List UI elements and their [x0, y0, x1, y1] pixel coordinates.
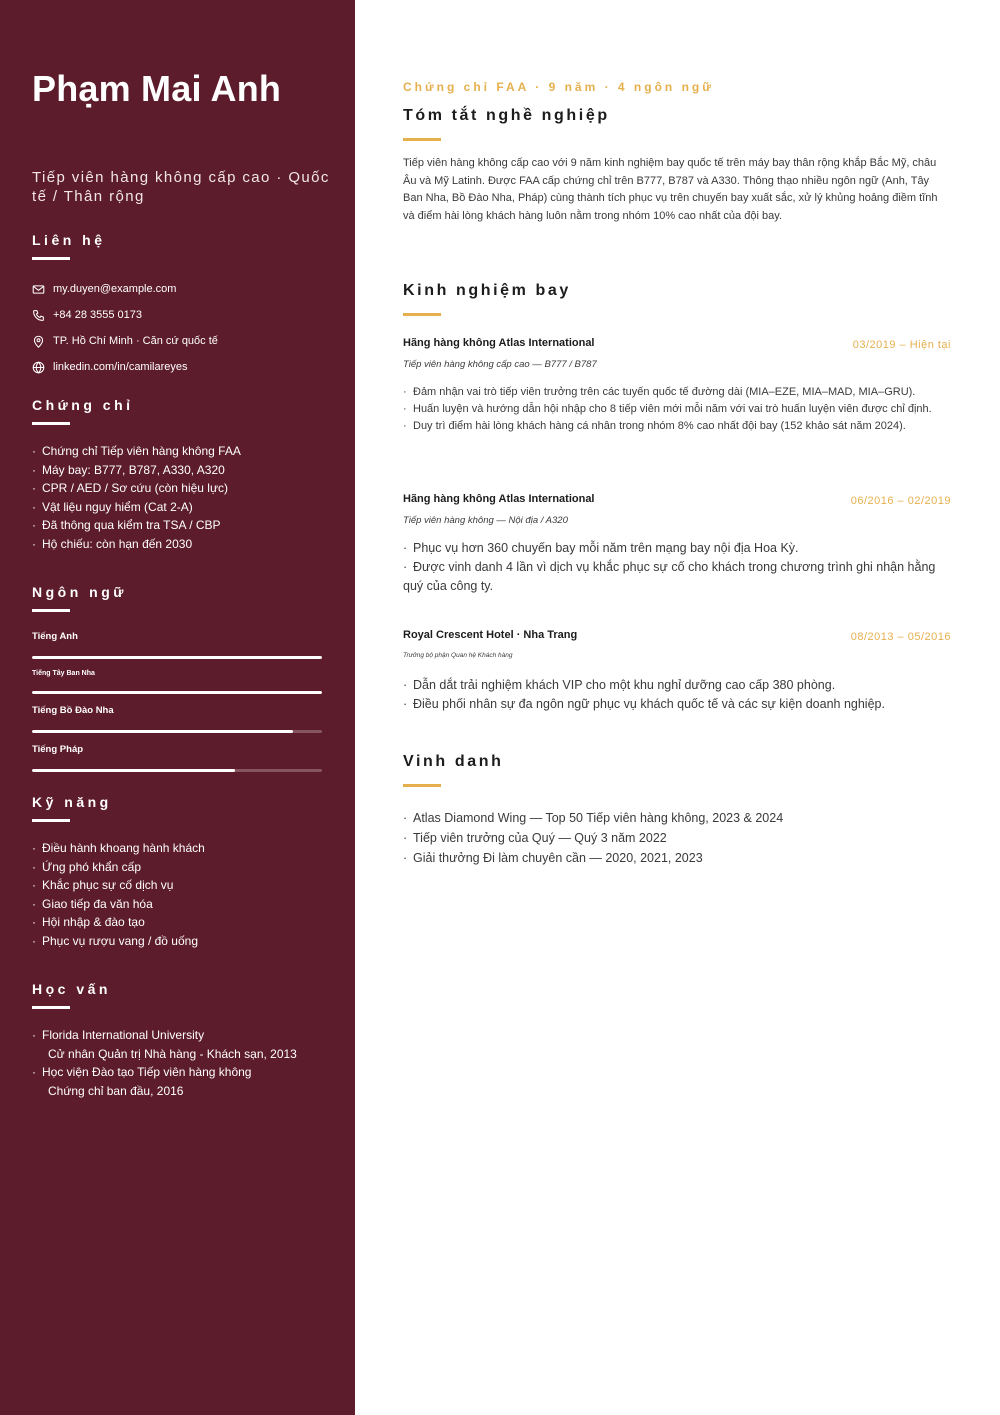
- certificates-section: [32, 397, 324, 553]
- education-heading: Học vấn: [32, 981, 111, 997]
- list-item: · Đã thông qua kiểm tra TSA / CBP: [32, 518, 221, 532]
- language-name: Tiếng Bồ Đào Nha: [32, 705, 114, 716]
- contact-email[interactable]: [32, 276, 324, 302]
- list-item: · Huấn luyện và hướng dẫn hội nhập cho 8 tiếp viên mới mỗi năm với vai trò huấn luyện viên được chỉ định.: [403, 403, 932, 415]
- certificates-heading: Chứng chỉ: [32, 397, 134, 413]
- job-role: Tiếp viên hàng không cấp cao — B777 / B787: [403, 359, 597, 370]
- contact-heading: Liên hệ: [32, 232, 106, 248]
- language-item: [32, 631, 324, 659]
- job-role: Tiếp viên hàng không — Nội địa / A320: [403, 515, 568, 526]
- section-divider: [403, 313, 441, 316]
- job-dates: 08/2013 – 05/2016: [850, 631, 951, 643]
- contact-section: [32, 232, 324, 380]
- list-item: · Duy trì điểm hài lòng khách hàng cá nhân trong nhóm 8% cao nhất đội bay (152 khảo sát năm 2024).: [403, 420, 906, 432]
- globe-icon: [32, 361, 45, 374]
- language-level-bar: [32, 691, 322, 694]
- phone-text: +84 28 3555 0173: [53, 309, 143, 321]
- job-dates: 06/2016 – 02/2019: [850, 495, 951, 507]
- language-level-bar: [32, 730, 322, 733]
- honors-list: [403, 808, 951, 868]
- summary-heading: Tóm tắt nghề nghiệp: [403, 107, 610, 124]
- contact-location: [32, 328, 324, 354]
- language-name: Tiếng Pháp: [32, 744, 84, 755]
- section-divider: [32, 422, 70, 425]
- list-item: Chứng chỉ ban đầu, 2016: [48, 1083, 184, 1098]
- section-divider: [32, 609, 70, 612]
- experience-heading: Kinh nghiệm bay: [403, 282, 571, 299]
- language-list: [32, 631, 324, 772]
- kicker-line: Chứng chỉ FAA · 9 năm · 4 ngôn ngữ: [403, 80, 714, 94]
- job-company: Royal Crescent Hotel · Nha Trang: [403, 629, 578, 641]
- job-company: Hãng hàng không Atlas International: [403, 337, 595, 349]
- list-item: · CPR / AED / Sơ cứu (còn hiệu lực): [32, 481, 228, 495]
- section-divider: [32, 257, 70, 260]
- list-item: · Được vinh danh 4 lần vì dịch vụ khắc phục sự cố cho khách trong chương trình ghi nhận hằng quý của công ty.: [403, 560, 936, 593]
- job-entry: [403, 493, 951, 596]
- languages-heading: Ngôn ngữ: [32, 584, 127, 600]
- list-item: · Giao tiếp đa văn hóa: [32, 896, 153, 911]
- list-item: · Tiếp viên trưởng của Quý — Quý 3 năm 2022: [403, 831, 667, 845]
- list-item: · Phục vụ hơn 360 chuyến bay mỗi năm trên mạng bay nội địa Hoa Kỳ.: [403, 541, 799, 555]
- phone-icon: [32, 309, 45, 322]
- list-item: · Florida International University: [32, 1028, 205, 1042]
- education-list: [32, 1026, 324, 1100]
- section-divider: [403, 138, 441, 141]
- tagline: Tiếp viên hàng không cấp cao · Quốc tế / Thân rộng: [32, 169, 330, 205]
- list-item: · Dẫn dắt trải nghiệm khách VIP cho một khu nghỉ dưỡng cao cấp 380 phòng.: [403, 678, 836, 692]
- contact-phone[interactable]: [32, 302, 324, 328]
- job-role: Trưởng bộ phận Quan hệ Khách hàng: [403, 652, 513, 659]
- candidate-name: Phạm Mai Anh: [32, 68, 282, 109]
- honors-heading: Vinh danh: [403, 753, 504, 770]
- list-item: · Điều hành khoang hành khách: [32, 841, 205, 855]
- list-item: · Học viện Đào tạo Tiếp viên hàng không: [32, 1065, 252, 1079]
- job-entry: [403, 337, 951, 435]
- skills-section: [32, 794, 324, 950]
- email-text: my.duyen@example.com: [53, 283, 177, 295]
- language-item: [32, 744, 324, 772]
- job-dates: 03/2019 – Hiện tại: [852, 339, 951, 351]
- list-item: · Phục vụ rượu vang / đồ uống: [32, 933, 198, 948]
- list-item: · Hội nhập & đào tạo: [32, 915, 145, 929]
- job-bullets: [403, 676, 951, 714]
- skills-heading: Kỹ năng: [32, 794, 112, 810]
- list-item: · Hộ chiếu: còn hạn đến 2030: [32, 536, 193, 551]
- language-item: [32, 705, 324, 733]
- section-divider: [403, 784, 441, 787]
- list-item: Cử nhân Quản trị Nhà hàng - Khách sạn, 2013: [48, 1046, 297, 1061]
- language-name: Tiếng Tây Ban Nha: [32, 670, 95, 677]
- section-divider: [32, 819, 70, 822]
- sidebar: [0, 0, 355, 1415]
- languages-section: [32, 584, 324, 772]
- list-item: · Ứng phó khẩn cấp: [32, 859, 141, 874]
- contact-linkedin[interactable]: [32, 354, 324, 380]
- list-item: · Khắc phục sự cố dịch vụ: [32, 878, 174, 892]
- job-company: Hãng hàng không Atlas International: [403, 493, 595, 505]
- list-item: · Atlas Diamond Wing — Top 50 Tiếp viên hàng không, 2023 & 2024: [403, 811, 784, 825]
- location-text: TP. Hồ Chí Minh · Căn cứ quốc tế: [53, 335, 218, 347]
- mail-icon: [32, 283, 45, 296]
- language-name: Tiếng Anh: [32, 631, 78, 642]
- list-item: · Vật liệu nguy hiểm (Cat 2-A): [32, 499, 193, 514]
- list-item: · Đảm nhận vai trò tiếp viên trưởng trên các tuyến quốc tế đường dài (MIA–EZE, MIA–MAD, MIA–GRU).: [403, 386, 916, 398]
- skills-list: [32, 839, 324, 950]
- list-item: · Điều phối nhân sự đa ngôn ngữ phục vụ khách quốc tế và các sự kiện doanh nghiệp.: [403, 697, 885, 711]
- language-level-bar: [32, 769, 322, 772]
- language-level-bar: [32, 656, 322, 659]
- list-item: · Chứng chỉ Tiếp viên hàng không FAA: [32, 444, 241, 458]
- education-section: [32, 981, 324, 1100]
- language-item: [32, 670, 324, 694]
- job-bullets: [403, 384, 951, 435]
- certificates-list: [32, 442, 324, 553]
- section-divider: [32, 1006, 70, 1009]
- job-bullets: [403, 539, 951, 596]
- linkedin-text: linkedin.com/in/camilareyes: [53, 361, 188, 373]
- location-pin-icon: [32, 335, 45, 348]
- contact-list: [32, 276, 324, 380]
- summary-text: Tiếp viên hàng không cấp cao với 9 năm kinh nghiệm bay quốc tế trên máy bay thân rộng khắp Bắc Mỹ, châu Âu và Mỹ Latinh. Được FAA cấp chứng chỉ trên B777, B787 và A330. Thông thạo nhiều ngôn ngữ (Anh, Tây Ban Nha, Bồ Đào Nha, Pháp) cùng thành tích phục vụ trên chuyến bay xuất sắc, xử lý khủng hoảng điềm tĩnh và điểm hài lòng khách hàng luôn nằm trong nhóm 10% cao nhất của đội bay.: [403, 157, 938, 222]
- job-entry: [403, 629, 951, 714]
- list-item: · Máy bay: B777, B787, A330, A320: [32, 462, 225, 477]
- list-item: · Giải thưởng Đi làm chuyên cần — 2020, 2021, 2023: [403, 851, 703, 865]
